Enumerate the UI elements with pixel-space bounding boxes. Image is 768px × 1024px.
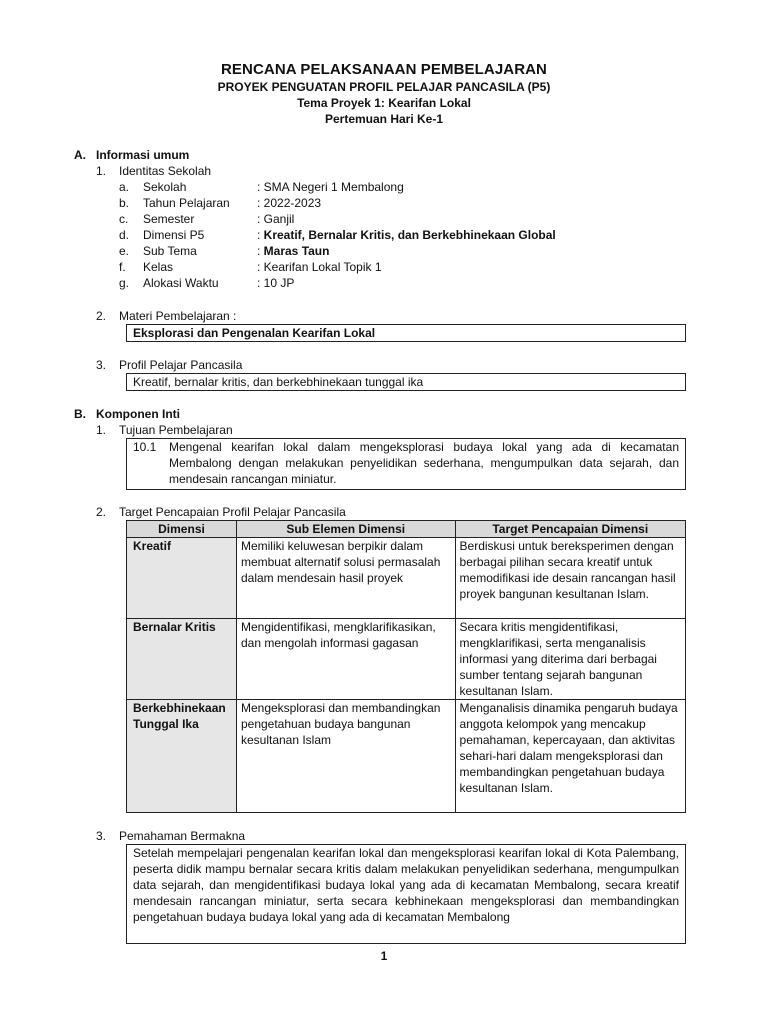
target-cell: Menganalisis dinamika pengaruh budaya anggota kelompok yang mencakup pemahaman, kepercayaan, dan aktivitas sehari-hari dalam mengeksplorasi dan membandingkan pengetahuan budaya kesultanan Islam. xyxy=(455,700,685,813)
item-label: Target Pencapaian Profil Pelajar Pancasila xyxy=(119,505,346,519)
section-b-letter: B. xyxy=(74,407,86,421)
column-header-dimension: Dimensi xyxy=(127,521,237,538)
identity-row-key: Dimensi P5 xyxy=(143,228,205,242)
identity-row-letter: d. xyxy=(119,228,130,242)
dimension-cell: Berkebhinekaan Tunggal Ika xyxy=(127,700,237,813)
section-a-title: Informasi umum xyxy=(96,148,190,162)
pancasila-profile-box: Kreatif, bernalar kritis, dan berkebhinekaan tunggal ika xyxy=(126,373,686,391)
item-label: Tujuan Pembelajaran xyxy=(119,423,233,437)
profile-target-table xyxy=(126,520,686,813)
identity-row-letter: c. xyxy=(119,212,129,226)
identity-row-letter: f. xyxy=(119,260,126,274)
table-row xyxy=(127,538,686,619)
sub-element-cell: Mengidentifikasi, mengklarifikasikan, dan mengolah informasi gagasan xyxy=(236,619,455,700)
section-a-letter: A. xyxy=(74,148,86,162)
table-header-row xyxy=(127,521,686,538)
dimension-cell: Kreatif xyxy=(127,538,237,619)
pancasila-profile-heading xyxy=(0,357,768,373)
profile-target-heading xyxy=(0,504,768,520)
identity-row-key: Alokasi Waktu xyxy=(143,276,219,290)
column-header-sub-element: Sub Elemen Dimensi xyxy=(236,521,455,538)
item-label: Profil Pelajar Pancasila xyxy=(119,358,243,372)
identity-row-key: Kelas xyxy=(143,260,174,274)
item-number: 1. xyxy=(96,423,107,437)
identity-row xyxy=(0,275,768,291)
target-cell: Berdiskusi untuk bereksperimen dengan berbagai pilihan secara kreatif untuk memodifikasi ide desain rancangan hasil proyek bangunan kesultanan Islam. xyxy=(455,538,685,619)
identity-row xyxy=(0,195,768,211)
identity-row-value: : 2022-2023 xyxy=(257,196,322,210)
identity-row-value: : Ganjil xyxy=(257,212,295,226)
page-number: 1 xyxy=(380,949,388,963)
item-number: 2. xyxy=(96,309,107,323)
item-label: Pemahaman Bermakna xyxy=(119,829,246,843)
learning-material-box: Eksplorasi dan Pengenalan Kearifan Lokal xyxy=(126,324,686,342)
value-colon: : xyxy=(257,228,264,242)
identity-row-value xyxy=(257,227,556,243)
goal-number: 10.1 xyxy=(133,440,157,454)
identity-row xyxy=(0,179,768,195)
meeting-day: Pertemuan Hari Ke-1 xyxy=(324,112,444,126)
identity-row-value: : Kearifan Lokal Topik 1 xyxy=(257,260,382,274)
table-row xyxy=(127,700,686,813)
item-label: Identitas Sekolah xyxy=(119,164,212,178)
meaningful-understanding-box: Setelah mempelajari pengenalan kearifan lokal dan mengeksplorasi kearifan lokal di Kota Palembang, peserta didik mampu bernalar secara kritis dalam melakukan penyelidikan sederhana, mengumpulkan data sejarah, dan mengidentifikasi budaya lokal yang ada di kecamatan Membalong, secara kreatif mendesain rancangan miniatur, serta secara kebhinekaan mengeksplorasi dan membandingkan pengetahuan budaya budaya lokal yang ada di kecamatan Membalong xyxy=(126,844,686,944)
identity-row-value: : 10 JP xyxy=(257,276,295,290)
learning-goal-heading xyxy=(0,422,768,438)
meaningful-understanding-heading xyxy=(0,828,768,844)
column-header-target: Target Pencapaian Dimensi xyxy=(455,521,685,538)
document-header xyxy=(0,61,768,127)
sub-element-cell: Memiliki keluwesan berpikir dalam membuat alternatif solusi permasalah dalam mendesain hasil proyek xyxy=(236,538,455,619)
value-colon: : xyxy=(257,244,264,258)
document-title: RENCANA PELAKSANAAN PEMBELAJARAN xyxy=(221,61,547,78)
target-cell: Secara kritis mengidentifikasi, mengklarifikasi, serta menganalisis informasi yang diterima dari berbagai sumber tentang sejarah bangunan kesultanan Islam. xyxy=(455,619,685,700)
item-number: 1. xyxy=(96,164,107,178)
item-number: 2. xyxy=(96,505,107,519)
school-identity-heading xyxy=(0,163,768,179)
identity-row-letter: e. xyxy=(119,244,130,258)
sub-element-cell: Mengeksplorasi dan membandingkan pengetahuan budaya bangunan kesultanan Islam xyxy=(236,700,455,813)
identity-row xyxy=(0,227,768,243)
identity-row-key: Sub Tema xyxy=(143,244,197,258)
item-number: 3. xyxy=(96,829,107,843)
learning-goal-box xyxy=(126,438,686,490)
section-a-heading xyxy=(0,147,768,163)
item-label: Materi Pembelajaran : xyxy=(119,309,237,323)
goal-text: Mengenal kearifan lokal dalam mengeksplorasi budaya lokal yang ada di kecamatan Membalong dengan melakukan penyelidikan sederhana, mengumpulkan data sejarah, dan mendesain rancangan miniatur. xyxy=(169,440,679,486)
sub-theme-value: Maras Taun xyxy=(263,244,330,258)
identity-row-key: Semester xyxy=(143,212,195,226)
p5-dimension-value: Kreatif, Bernalar Kritis, dan Berkebhinekaan Global xyxy=(263,228,556,242)
project-theme: Tema Proyek 1: Kearifan Lokal xyxy=(297,96,471,110)
table-row xyxy=(127,619,686,700)
section-b-title: Komponen Inti xyxy=(96,407,180,421)
identity-row-key: Tahun Pelajaran xyxy=(143,196,230,210)
identity-row-letter: g. xyxy=(119,276,130,290)
dimension-cell: Bernalar Kritis xyxy=(127,619,237,700)
identity-row-key: Sekolah xyxy=(143,180,187,194)
item-number: 3. xyxy=(96,358,107,372)
section-b-heading xyxy=(0,406,768,422)
document-subtitle: PROYEK PENGUATAN PROFIL PELAJAR PANCASILA (P5) xyxy=(217,80,551,94)
identity-row xyxy=(0,211,768,227)
identity-row xyxy=(0,243,768,259)
identity-row-letter: a. xyxy=(119,180,130,194)
learning-material-heading xyxy=(0,308,768,324)
identity-row-value xyxy=(257,243,329,259)
identity-row xyxy=(0,259,768,275)
identity-row-value: : SMA Negeri 1 Membalong xyxy=(257,180,404,194)
identity-row-letter: b. xyxy=(119,196,130,210)
